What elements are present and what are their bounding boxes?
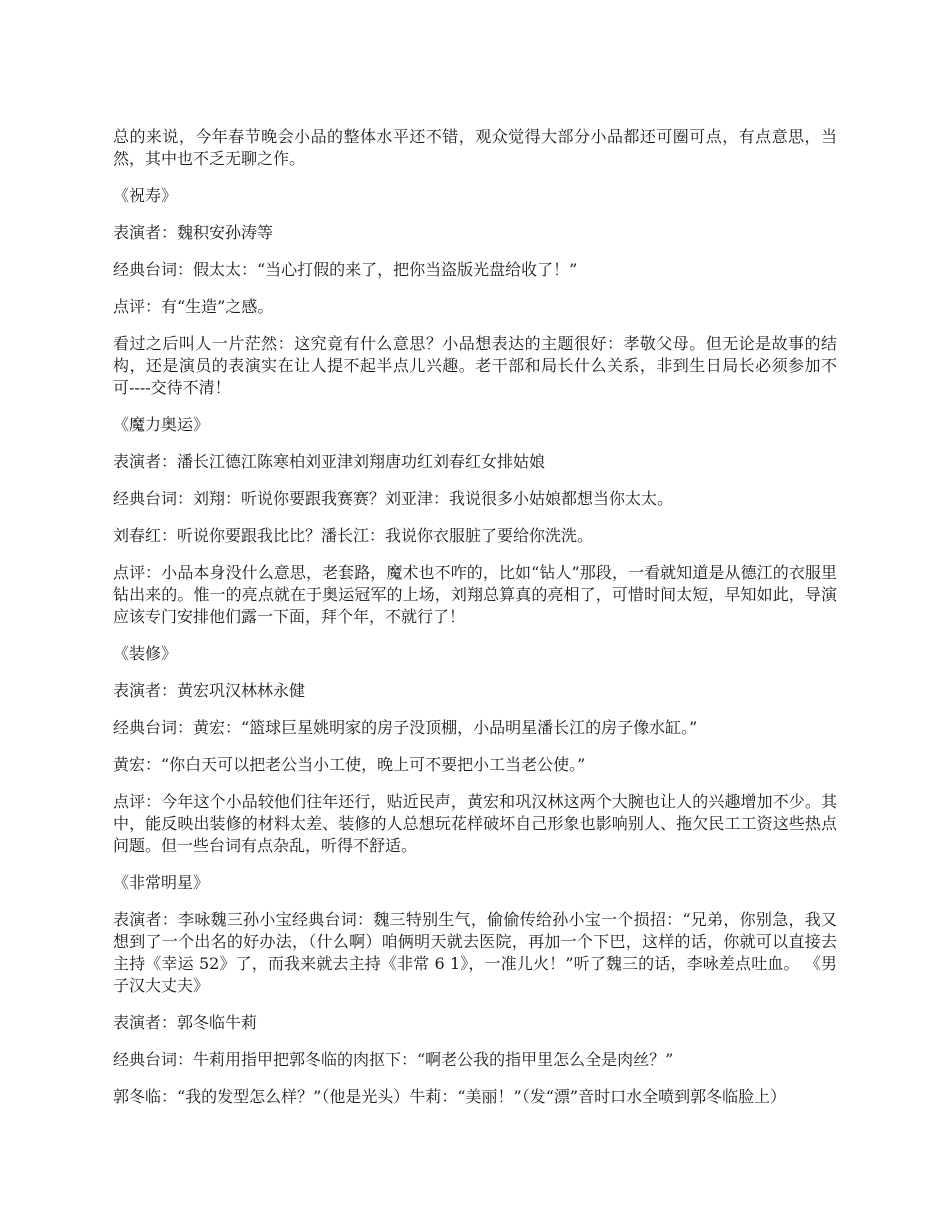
dialogue-line: 黄宏：“你白天可以把老公当小工使，晚上可不要把小工当老公使。” [113,755,586,774]
comment-paragraph: 看过之后叫人一片茫然：这究竟有什么意思？小品想表达的主题很好：孝敬父母。但无论是故事的结构，还是演员的表演实在让人提不起半点儿兴趣。老干部和局长什么关系，非到生日局长必须参加不可----交待不清！ [113,334,837,397]
comment-paragraph: 点评：有“生造”之感。 [113,297,274,316]
document-body [113,126,837,1123]
sketch-title: 《祝寿》 [113,186,178,205]
comment-paragraph: 点评：小品本身没什么意思，老套路，魔术也不咋的，比如“钻人”那段，一看就知道是从德江的衣服里钻出来的。惟一的亮点就在于奥运冠军的上场，刘翔总算真的亮相了，可惜时间太短，早知如此，导演应该专门安排他们露一下面，拜个年，不就行了！ [113,563,837,626]
dialogue-line: 刘春红：听说你要跟我比比？潘长江：我说你衣服脏了要给你洗洗。 [113,526,594,545]
comment-paragraph: 点评：今年这个小品较他们往年还行，贴近民声，黄宏和巩汉林这两个大腕也让人的兴趣增加不少。其中，能反映出装修的材料太差、装修的人总想玩花样破坏自己形象也影响别人、拖欠民工工资这些热点问题。但一些台词有点杂乱，听得不舒适。 [113,792,837,855]
performers-line: 表演者：郭冬临牛莉 [113,1013,258,1032]
sketch-title: 《非常明星》 [113,873,210,892]
dialogue-line: 郭冬临：“我的发型怎么样？”（他是光头）牛莉：“美丽！”（发“漂”音时口水全喷到郭冬临脸上） [113,1087,787,1106]
performers-line: 表演者：黄宏巩汉林林永健 [113,681,306,700]
classic-lines: 经典台词：牛莉用指甲把郭冬临的肉抠下：“啊老公我的指甲里怎么全是肉丝？” [113,1050,674,1069]
sketch-title: 《装修》 [113,644,178,663]
classic-lines: 经典台词：假太太：“当心打假的来了，把你当盗版光盘给收了！” [113,260,578,279]
performers-line: 表演者：潘长江德江陈寒柏刘亚津刘翔唐功红刘春红女排姑娘 [113,452,546,471]
intro-paragraph: 总的来说，今年春节晚会小品的整体水平还不错，观众觉得大部分小品都还可圈可点，有点意思，当然，其中也不乏无聊之作。 [113,127,837,168]
classic-lines: 经典台词：刘翔：听说你要跟我赛赛？刘亚津：我说很多小姑娘都想当你太太。 [113,489,674,508]
performers-and-lines-paragraph: 表演者：李咏魏三孙小宝经典台词：魏三特别生气，偷偷传给孙小宝一个损招：“兄弟，你别急，我又想到了一个出名的好办法，（什么啊）咱俩明天就去医院，再加一个下巴，这样的话，你就可以直接去主持《幸运 52》了，而我来就去主持《非常 6 1》，一准儿火！”听了魏三的话，李咏差点吐血。 《男子汉大丈夫》 [113,910,837,995]
performers-line: 表演者：魏积安孙涛等 [113,223,274,242]
classic-lines: 经典台词：黄宏：“篮球巨星姚明家的房子没顶棚，小品明星潘长江的房子像水缸。” [113,718,698,737]
sketch-title: 《魔力奥运》 [113,415,210,434]
